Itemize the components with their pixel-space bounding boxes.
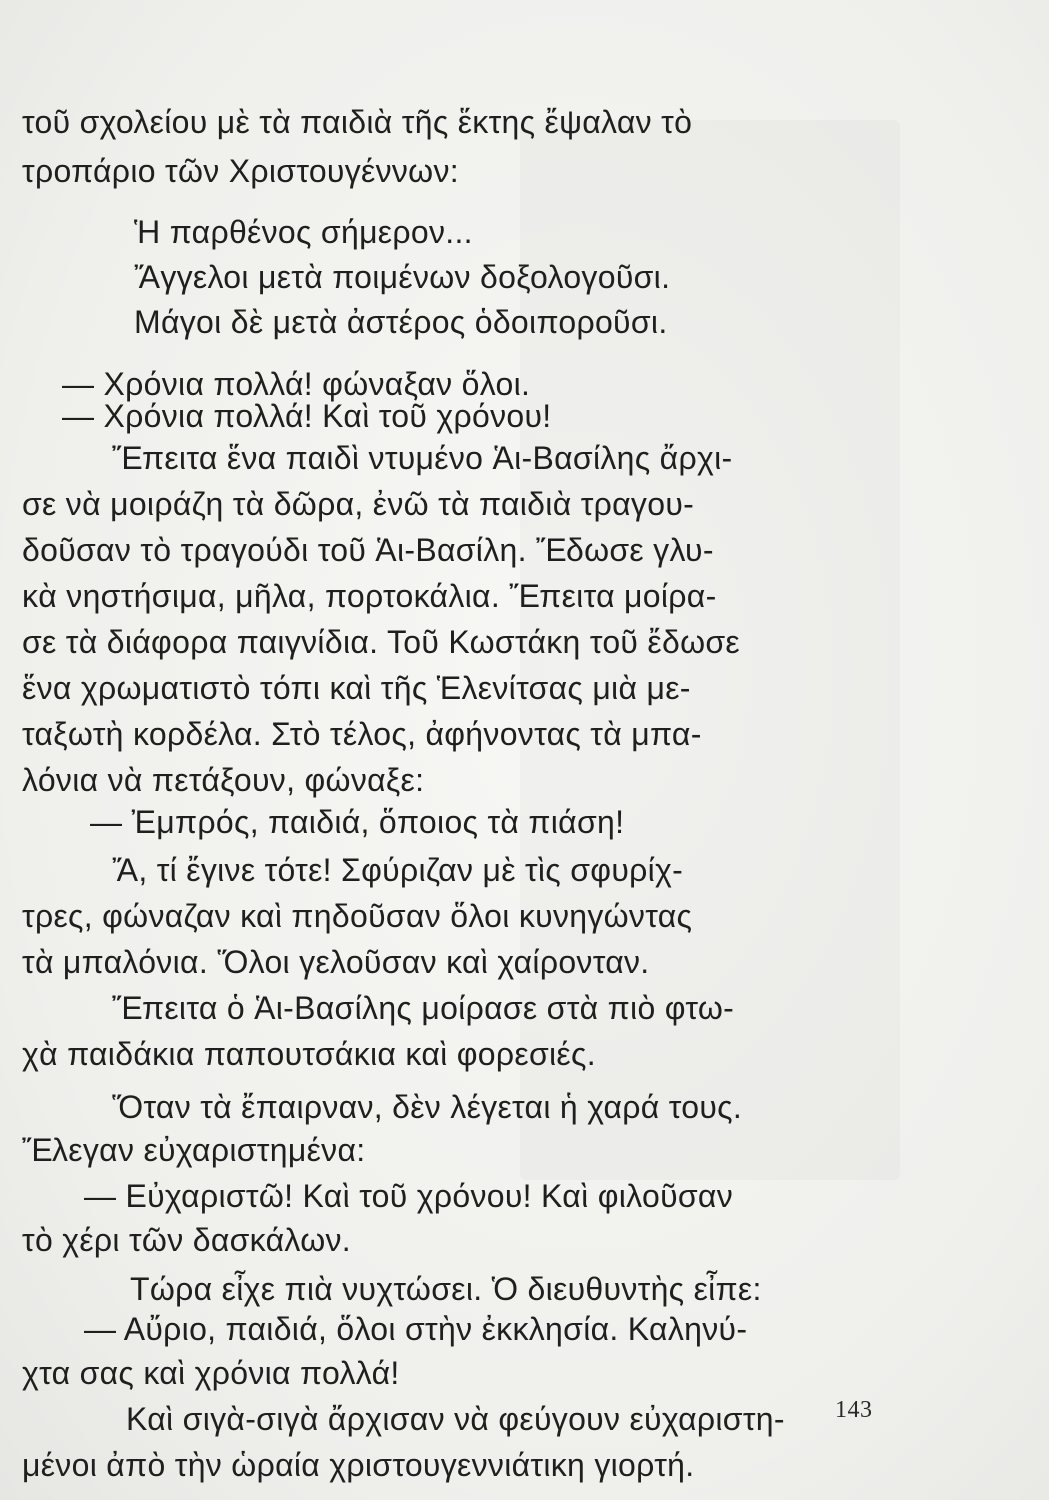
text-line: τρες, φώναζαν καὶ πηδοῦσαν ὅλοι κυνηγώντας xyxy=(22,898,693,934)
text-line: σε τὰ διάφορα παιγνίδια. Τοῦ Κωστάκη τοῦ ἔδωσε xyxy=(22,624,741,660)
text-line: χὰ παιδάκια παπουτσάκια καὶ φορεσιές. xyxy=(22,1036,596,1072)
dialogue-line: — Ἐμπρός, παιδιά, ὅποιος τὰ πιάση! xyxy=(90,804,625,840)
text-line: τροπάριο τῶν Χριστουγέννων: xyxy=(22,153,459,189)
page-number: 143 xyxy=(835,1397,873,1423)
text-line: Ἄ, τί ἔγινε τότε! Σφύριζαν μὲ τὶς σφυρίχ- xyxy=(112,852,684,888)
text-line: δοῦσαν τὸ τραγούδι τοῦ Ἁι-Βασίλη. Ἔδωσε γλυ- xyxy=(22,532,714,568)
text-line: τὰ μπαλόνια. Ὅλοι γελοῦσαν καὶ χαίρονταν. xyxy=(22,944,650,980)
dialogue-line: — Χρόνια πολλά! Καὶ τοῦ χρόνου! xyxy=(62,398,552,434)
text-line: τοῦ σχολείου μὲ τὰ παιδιὰ τῆς ἕκτης ἔψαλαν τὸ xyxy=(22,104,693,140)
text-line: κὰ νηστήσιμα, μῆλα, πορτοκάλια. Ἔπειτα μοίρα- xyxy=(22,578,717,614)
text-line: τὸ χέρι τῶν δασκάλων. xyxy=(22,1222,351,1258)
text-line: λόνια νὰ πετάξουν, φώναξε: xyxy=(22,762,425,798)
text-line: σε νὰ μοιράζη τὰ δῶρα, ἐνῶ τὰ παιδιὰ τραγου- xyxy=(22,486,695,522)
dialogue-line: — Χρόνια πολλά! φώναξαν ὅλοι. xyxy=(62,366,531,402)
text-line: Ἔπειτα ὁ Ἁι-Βασίλης μοίρασε στὰ πιὸ φτω- xyxy=(112,990,735,1026)
text-line: ταξωτὴ κορδέλα. Στὸ τέλος, ἀφήνοντας τὰ μπα- xyxy=(22,716,702,752)
text-line: Καὶ σιγὰ-σιγὰ ἄρχισαν νὰ φεύγουν εὐχαριστη- xyxy=(126,1401,785,1437)
verse-line: Ἡ παρθένος σήμερον... xyxy=(134,214,473,250)
text-line: Τώρα εἶχε πιὰ νυχτώσει. Ὁ διευθυντὴς εἶπε: xyxy=(130,1271,762,1307)
dialogue-line: — Αὔριο, παιδιά, ὅλοι στὴν ἐκκλησία. Καληνύ- xyxy=(84,1311,748,1347)
verse-line: Μάγοι δὲ μετὰ ἀστέρος ὁδοιποροῦσι. xyxy=(134,304,668,340)
text-line: Ὅταν τὰ ἔπαιρναν, δὲν λέγεται ἡ χαρά τους. xyxy=(112,1089,743,1125)
text-line: μένοι ἀπὸ τὴν ὡραία χριστουγεννιάτικη γιορτή. xyxy=(22,1447,695,1483)
text-line: ἕνα χρωματιστὸ τόπι καὶ τῆς Ἑλενίτσας μιὰ με- xyxy=(22,670,691,706)
text-line: Ἔπειτα ἕνα παιδὶ ντυμένο Ἁι-Βασίλης ἄρχι- xyxy=(112,440,733,476)
text-line: χτα σας καὶ χρόνια πολλά! xyxy=(22,1355,400,1391)
dialogue-line: — Εὐχαριστῶ! Καὶ τοῦ χρόνου! Καὶ φιλοῦσαν xyxy=(84,1178,734,1214)
verse-line: Ἄγγελοι μετὰ ποιμένων δοξολογοῦσι. xyxy=(134,259,671,295)
text-line: Ἔλεγαν εὐχαριστημένα: xyxy=(22,1132,366,1168)
